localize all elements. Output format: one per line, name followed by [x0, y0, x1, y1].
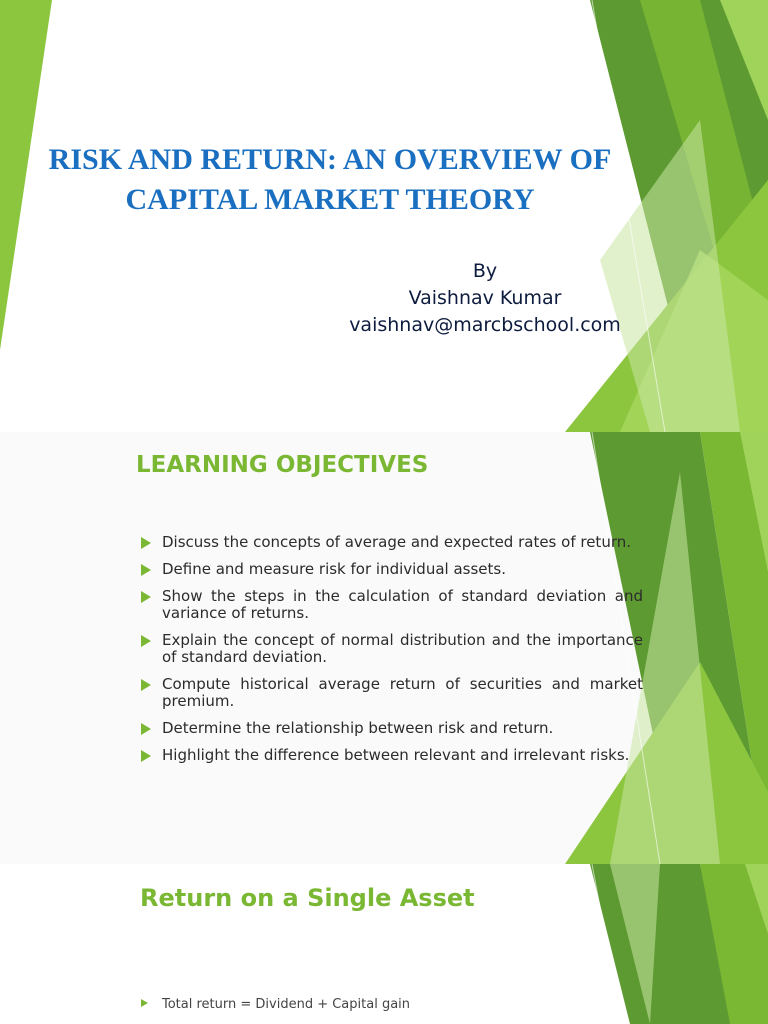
- list-item: Explain the concept of normal distribution and the importance of standard deviation.: [140, 632, 643, 666]
- triangle-bullet-icon: [141, 679, 151, 691]
- return-single-asset-slide: [0, 864, 768, 1024]
- triangle-bullet-icon: [141, 635, 151, 647]
- title-slide: [0, 0, 768, 432]
- content-list: [140, 996, 590, 1023]
- presentation-title: RISK AND RETURN: AN OVERVIEW OF CAPITAL MARKET THEORY: [48, 143, 612, 216]
- byline: [320, 258, 650, 339]
- list-item: Define and measure risk for individual assets.: [140, 561, 643, 578]
- triangle-bullet-icon: [141, 537, 151, 549]
- author-name: Vaishnav Kumar: [408, 287, 562, 309]
- triangle-bullet-icon: [141, 723, 151, 735]
- author-email: vaishnav@marcbschool.com: [349, 314, 621, 336]
- triangle-bullet-icon: [141, 591, 151, 603]
- objectives-list: [140, 534, 643, 774]
- list-item: Determine the relationship between risk and return.: [140, 720, 643, 737]
- list-item: Compute historical average return of securities and market premium.: [140, 676, 643, 710]
- slide-heading: Return on a Single Asset: [140, 884, 475, 912]
- list-item: Total return = Dividend + Capital gain: [140, 996, 590, 1013]
- triangle-bullet-icon: [141, 564, 151, 576]
- triangle-bullet-icon: [141, 999, 148, 1007]
- triangle-bullet-icon: [141, 750, 151, 762]
- list-item: Discuss the concepts of average and expected rates of return.: [140, 534, 643, 551]
- list-item: Show the steps in the calculation of standard deviation and variance of returns.: [140, 588, 643, 622]
- list-item: Highlight the difference between relevant and irrelevant risks.: [140, 747, 643, 764]
- learning-objectives-slide: [0, 432, 768, 864]
- by-label: By: [472, 260, 498, 282]
- slide-heading: LEARNING OBJECTIVES: [136, 452, 429, 478]
